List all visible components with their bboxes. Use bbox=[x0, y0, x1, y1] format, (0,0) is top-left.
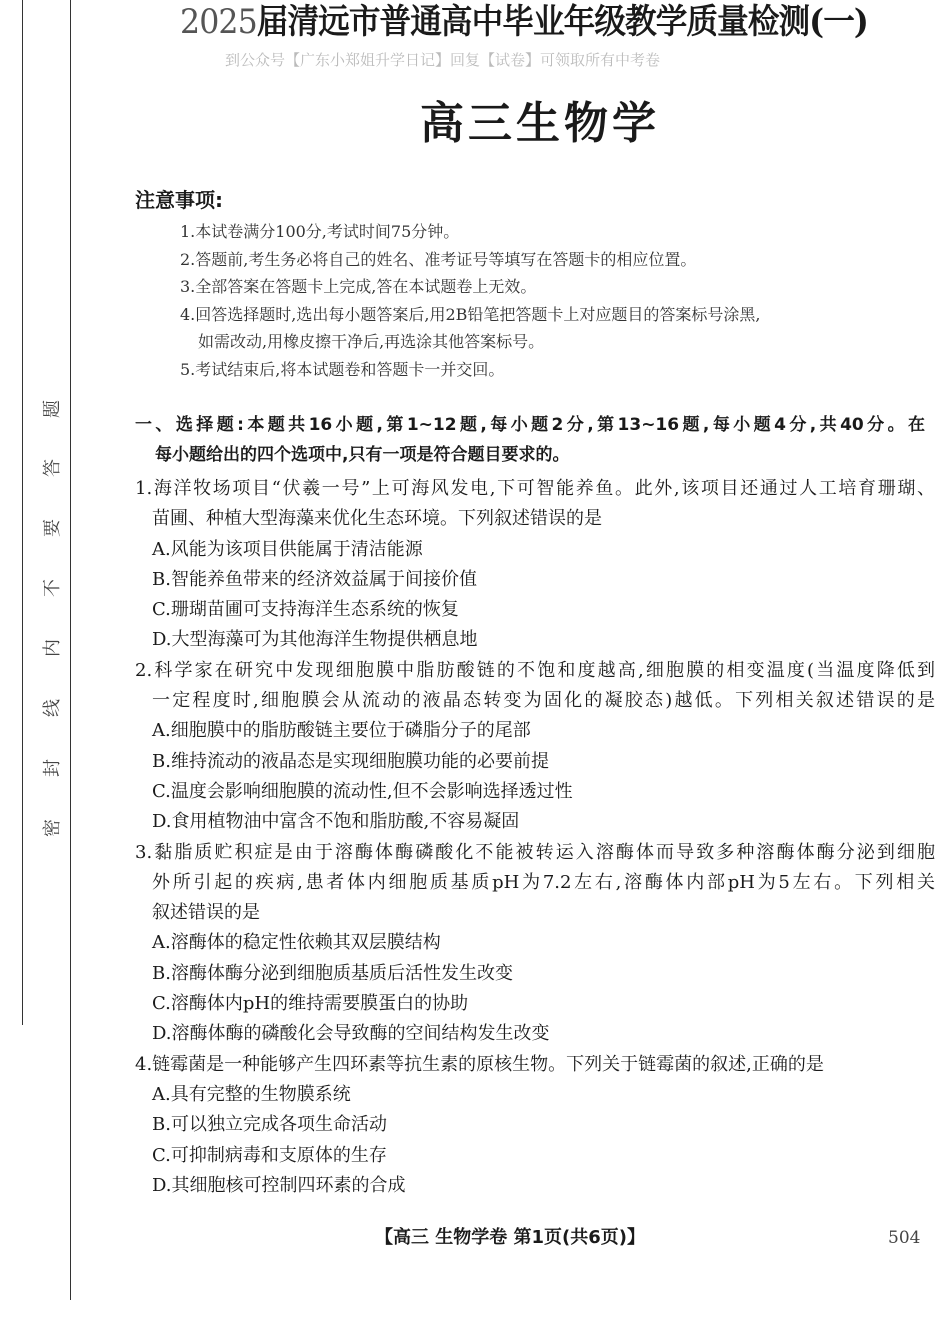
exam-year: 2025 bbox=[180, 2, 257, 42]
question-4 bbox=[135, 1050, 935, 1201]
section-line: 每小题给出的四个选项中,只有一项是符合题目要求的。 bbox=[155, 445, 570, 466]
note-item: 1.本试卷满分100分,考试时间75分钟。 bbox=[180, 222, 460, 241]
margin-char: 答 bbox=[42, 459, 63, 477]
note-item: 4.回答选择题时,选出每小题答案后,用2B铅笔把答题卡上对应题目的答案标号涂黑, bbox=[180, 304, 761, 324]
notes-list bbox=[180, 218, 925, 383]
margin-char: 不 bbox=[42, 579, 63, 597]
option-a: A.风能为该项目供能属于清洁能源 bbox=[152, 538, 423, 560]
option-d: D.其细胞核可控制四环素的合成 bbox=[152, 1174, 406, 1196]
section-heading bbox=[135, 410, 925, 471]
question-stem: 3.黏脂质贮积症是由于溶酶体酶磷酸化不能被转运入溶酶体而导致多种溶酶体酶分泌到细胞 bbox=[135, 841, 935, 863]
margin-char: 题 bbox=[42, 400, 63, 418]
note-item: 3.全部答案在答题卡上完成,答在本试题卷上无效。 bbox=[180, 277, 537, 296]
question-1 bbox=[135, 474, 935, 656]
binding-line-inner bbox=[70, 0, 71, 1300]
margin-char: 密 bbox=[42, 819, 63, 837]
option-b: B.可以独立完成各项生命活动 bbox=[152, 1114, 387, 1136]
option-c: C.温度会影响细胞膜的流动性,但不会影响选择透过性 bbox=[152, 780, 573, 802]
note-item: 如需改动,用橡皮擦干净后,再选涂其他答案标号。 bbox=[198, 332, 545, 351]
question-3 bbox=[135, 838, 935, 1050]
question-stem: 2.科学家在研究中发现细胞膜中脂肪酸链的不饱和度越高,细胞膜的相变温度(当温度降低到 bbox=[135, 659, 935, 681]
option-d: D.大型海藻可为其他海洋生物提供栖息地 bbox=[152, 629, 478, 651]
option-b: B.溶酶体酶分泌到细胞质基质后活性发生改变 bbox=[152, 962, 513, 984]
option-c: C.溶酶体内pH的维持需要膜蛋白的协助 bbox=[152, 993, 469, 1015]
questions bbox=[135, 474, 935, 1253]
paper-code: 504 bbox=[888, 1228, 921, 1249]
option-a: A.溶酶体的稳定性依赖其双层膜结构 bbox=[152, 932, 441, 954]
margin-char: 要 bbox=[42, 519, 63, 537]
note-item: 5.考试结束后,将本试题卷和答题卡一并交回。 bbox=[180, 359, 505, 379]
option-b: B.智能养鱼带来的经济效益属于间接价值 bbox=[152, 568, 477, 590]
subject-title: 高三生物学 bbox=[420, 98, 660, 149]
question-stem: 1.海洋牧场项目“伏羲一号”上可海风发电,下可智能养鱼。此外,该项目还通过人工培育珊瑚、 bbox=[135, 478, 935, 499]
section-line: 一、选择题:本题共16小题,第1~12题,每小题2分,第13~16题,每小题4分,共40分。在 bbox=[135, 415, 925, 435]
margin-char: 内 bbox=[42, 639, 63, 657]
question-2 bbox=[135, 656, 935, 838]
option-c: C.珊瑚苗圃可支持海洋生态系统的恢复 bbox=[152, 599, 459, 621]
option-d: D.食用植物油中富含不饱和脂肪酸,不容易凝固 bbox=[152, 811, 520, 833]
option-d: D.溶酶体酶的磷酸化会导致酶的空间结构发生改变 bbox=[152, 1023, 550, 1045]
option-c: C.可抑制病毒和支原体的生存 bbox=[152, 1144, 387, 1166]
binding-line-outer bbox=[22, 0, 23, 1025]
notes-heading: 注意事项: bbox=[135, 188, 223, 212]
question-stem: 叙述错误的是 bbox=[152, 902, 260, 924]
question-stem: 苗圃、种植大型海藻来优化生态环境。下列叙述错误的是 bbox=[152, 508, 602, 530]
option-a: A.细胞膜中的脂肪酸链主要位于磷脂分子的尾部 bbox=[152, 720, 531, 742]
page-footer: 【高三 生物学卷 第1页(共6页)】 bbox=[375, 1227, 646, 1249]
footer-row bbox=[135, 1223, 935, 1253]
exam-title bbox=[180, 0, 868, 44]
margin-char: 封 bbox=[42, 759, 63, 777]
note-item: 2.答题前,考生务必将自己的姓名、准考证号等填写在答题卡的相应位置。 bbox=[180, 249, 697, 269]
option-b: B.维持流动的液晶态是实现细胞膜功能的必要前提 bbox=[152, 750, 549, 772]
question-stem: 外所引起的疾病,患者体内细胞质基质pH为7.2左右,溶酶体内部pH为5左右。下列相关 bbox=[152, 871, 935, 893]
question-stem: 4.链霉菌是一种能够产生四环素等抗生素的原核生物。下列关于链霉菌的叙述,正确的是 bbox=[135, 1053, 824, 1075]
watermark: 到公众号【广东小郑姐升学日记】回复【试卷】可领取所有中考卷 bbox=[225, 51, 661, 69]
margin-char: 线 bbox=[42, 699, 63, 717]
question-stem: 一定程度时,细胞膜会从流动的液晶态转变为固化的凝胶态)越低。下列相关叙述错误的是 bbox=[152, 690, 935, 712]
option-a: A.具有完整的生物膜系统 bbox=[152, 1083, 351, 1105]
exam-title-text: 届清远市普通高中毕业年级教学质量检测(一) bbox=[256, 2, 868, 42]
